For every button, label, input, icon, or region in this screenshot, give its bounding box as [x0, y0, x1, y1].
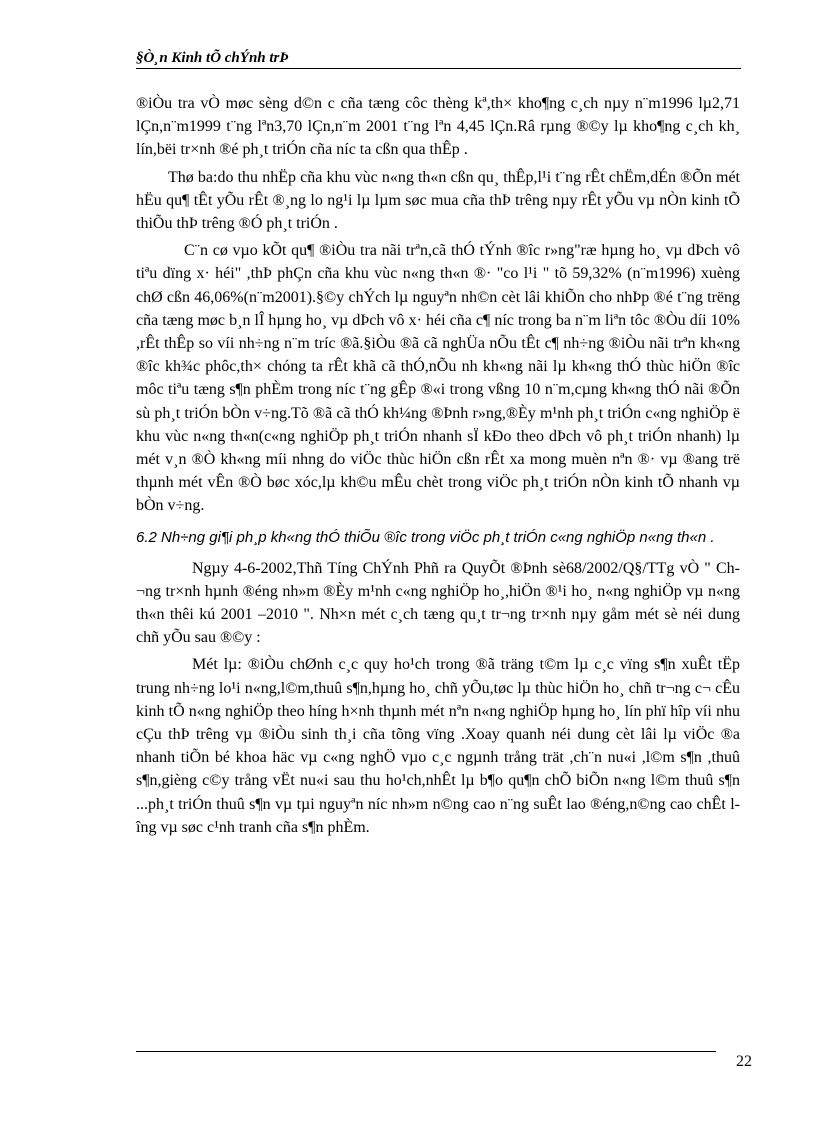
paragraph-decision-68: Ngµy 4-6-2002,Thñ Tíng ChÝnh Phñ ra QuyÕt ®Þnh sè68/2002/Q§/TTg vÒ " Ch¬ng tr×nh hµnh ®éng nh»m ®Èy m¹nh c«ng nghiÖp ho¸,hiÖn ®¹i ho¸ n«ng nghiÖp vµ n«ng th«n thêi kú 2001 –2010 ". Nh×n mét c¸ch tæng qu¸t tr¬ng tr×nh nµy gåm mét sè néi dung chñ yÕu sau ®©y :: [136, 559, 740, 647]
footer-divider: [136, 1051, 716, 1052]
paragraph-point-one: Mét lµ: ®iÒu chØnh c¸c quy ho¹ch trong ®ã träng t©m lµ c¸c vïng s¶n xuÊt tËp trung nh÷ng lo¹i n«ng,l©m,thuû s¶n,hµng ho¸ chñ yÕu,tøc lµ thùc hiÖn ho¸ chñ tr¬ng c¬ cÊu kinh tÕ n«ng nghiÖp theo híng h×nh thµnh mét nªn n«ng nghiÖp hµng ho¸ lín phï hîp víi nhu cÇu thÞ trêng vµ ®iÒu sinh th¸i cña tõng vïng .Xoay quanh néi dung cèt lâi lµ viÖc ®a nhanh tiÕn bé khoa häc vµ c«ng nghÖ vµo c¸c ngµnh trång trät ,ch¨n nu«i ,l©m s¶n ,thuû s¶n,gièng c©y trång vËt nu«i sau thu ho¹ch,nhÊt lµ b¶o qu¶n chÕ biÕn n«ng l©m thuû s¶n ...ph¸t triÓn thuû s¶n vµ tµi nguyªn níc nh»m n©ng cao n¨ng suÊt lao ®éng,n©ng cao chÊt lîng vµ søc c¹nh tranh cña s¶n phÈm.: [136, 656, 740, 836]
paragraph-market-share: C¨n cø vµo kÕt qu¶ ®iÒu tra nãi trªn,cã thÓ tÝnh ®îc r»ng"ræ hµng ho¸ vµ dÞch vô tiªu dïng x· héi" ,thÞ phÇn cña khu vùc n«ng th«n ®· "co l¹i " tõ 59,32% (n¨m1996) xuèng chØ cßn 46,06%(n¨m2001).§©y chÝch lµ nguyªn nh©n cèt lâi khiÕn cho nhÞp ®é t¨ng trëng cña tæng møc b¸n lÎ hµng ho¸ vµ dÞch vô x· héi cña c¶ níc trong ba n¨m liªn tôc ®Òu díi 10% ,rÊt thÊp so víi nh÷ng n¨m tríc ®ã.§iÒu ®ã cã nghÜa nÕu tÊt c¶ nh÷ng ®iÒu nãi trªn kh«ng ®îc kh¾c phôc,th× chóng ta rÊt khã cã thÓ,nÕu nh kh«ng nãi lµ kh«ng thÓ thùc hiÖn ®îc môc tiªu tæng s¶n phÈm trong níc t¨ng gÊp ®«i trong vßng 10 n¨m,cµng kh«ng thÓ nãi ®Õn sù ph¸t triÓn bÒn v÷ng.Tõ ®ã cã thÓ kh¼ng ®Þnh r»ng,®Èy m¹nh ph¸t triÓn c«ng nghiÖp ë khu vùc n«ng th«n(c«ng nghiÖp ph¸t triÓn nhanh sÏ kÐo theo dÞch vô ph¸t triÓn nhanh) lµ mét v¸n ®Ò kh«ng míi nhng do viÖc thùc hiÖn cßn rÊt xa mong muèn nªn ®· vµ ®ang trë thµnh mét vÊn ®Ò bøc xóc,lµ kh©u mÊu chèt trong viÖc ph¸t triÓn nÒn kinh tÕ nhanh vµ bÒn v÷ng.: [136, 242, 740, 515]
running-header-title: §Ò¸n Kinh tÕ chÝnh trÞ: [136, 50, 289, 66]
paragraph-third-point: Thø ba:do thu nhËp cña khu vùc n«ng th«n cßn qu¸ thÊp,l¹i t¨ng rÊt chËm,dÉn ®Õn mét hËu qu¶ tÊt yÕu rÊt ®¸ng lo ng¹i lµ lµm søc mua cña thÞ trêng nµy rÊt yÕu vµ nÒn kinh tÕ thiÕu thÞ trêng ®Ó ph¸t triÓn .: [136, 168, 740, 233]
page-number: 22: [736, 1053, 752, 1070]
header-divider: [136, 68, 741, 69]
paragraph-survey-gap: ®iÒu tra vÒ møc sèng d©n c cña tæng côc thèng kª,th× kho¶ng c¸ch nµy n¨m1996 lµ2,71 lÇn,n¨m1999 t¨ng lªn3,70 lÇn,n¨m 2001 t¨ng lªn 4,45 lÇn.Râ rµng ®©y lµ kho¶ng c¸ch kh¸ lín,bëi tr×nh ®é ph¸t triÓn cña níc ta cßn qua thÊp .: [136, 95, 740, 159]
section-heading-6-2: 6.2 Nh÷ng gi¶i ph¸p kh«ng thÓ thiÕu ®îc trong viÖc ph¸t triÓn c«ng nghiÖp n«ng th«n .: [136, 528, 715, 546]
body-text: [136, 92, 740, 843]
